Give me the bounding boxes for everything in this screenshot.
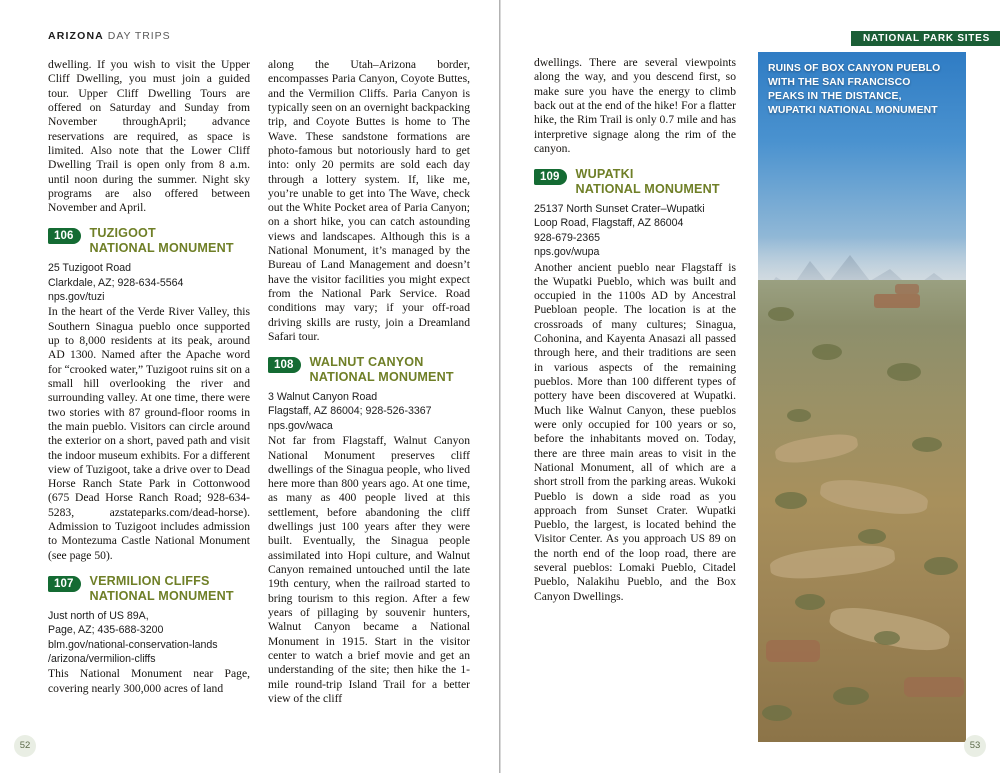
poi-number-badge: 106	[48, 228, 81, 244]
page-number-left: 52	[14, 735, 36, 757]
poi-description: In the heart of the Verde River Valley, this Southern Sinagua pueblo once supported up to 8,000 residents at its peak, around AD 1300. Named after the Apache word for “crooked water,” Tuzigoot ruins sit on a small hill overlooking the river and surrounding valley. At one time, there were two stories with 87 ground-floor rooms in the main pueblo. Visitors can circle around the exterior on a short, paved path and visit the indoor museum exhibits. For a different view of Tuzigoot, take a drive over to Dead Horse Ranch State Park in Cottonwood (675 Dead Horse Ranch Road; 928-634-5283, azstateparks.com/dead-horse). Admission to Tuzigoot includes admission to Montezuma Castle National Monument (see page 50).	[48, 305, 250, 562]
poi-number-badge: 107	[48, 576, 81, 592]
poi-entry-109	[534, 167, 736, 604]
poi-title	[90, 226, 234, 256]
poi-title-line-2: NATIONAL MONUMENT	[575, 182, 720, 197]
poi-city-phone-line: Flagstaff, AZ 86004; 928-526-3367	[268, 405, 432, 418]
photo-trail	[769, 541, 896, 582]
poi-entry-107	[48, 574, 250, 696]
page-number-right: 53	[964, 735, 986, 757]
photo-shrub	[858, 529, 886, 544]
photo-shrub	[812, 344, 842, 360]
running-head-light: DAY TRIPS	[107, 30, 171, 42]
poi-contact-info	[268, 390, 470, 433]
poi-number-badge: 108	[268, 357, 301, 373]
poi-title	[310, 355, 454, 385]
poi-phone-line: 928-679-2365	[534, 231, 600, 244]
photo-rock-outcrop	[904, 677, 964, 697]
poi-title-line-1: WALNUT CANYON	[309, 355, 424, 370]
continued-paragraph: dwellings. There are several viewpoints along the way, and you descend first, so make sure you have the energy to climb back out at the end of the hike! For a flatter hike, the Rim Trail is only 0.7 mile and has interpretive signage along the rim of the canyon.	[534, 56, 736, 155]
photo-pueblo-ruins	[895, 284, 919, 294]
photo-rock-outcrop	[766, 640, 820, 662]
left-column-2	[268, 58, 470, 758]
photo-shrub	[795, 594, 825, 610]
running-head	[48, 30, 460, 42]
poi-header	[48, 226, 250, 256]
photo-box-canyon-pueblo	[758, 52, 966, 742]
photo-shrub	[787, 409, 811, 422]
poi-description: Another ancient pueblo near Flagstaff is the Wupatki Pueblo, which was built and occupied in the 1100s AD by Ancestral Puebloan people. The location is at the crossroads of many cultures; Sinagua, Cohonina, and Kayenta Anasazi all passed through here, and their traditions are seen in various aspects of the remaining pueblos. More than 100 different types of pottery have been discovered at Wupatki. Much like Walnut Canyon, these pueblos were only occupied for 100 years or so, before the inhabitants moved on. Today, there are three main areas to visit in the National Monument, all of which are a short stroll from the parking areas. Wukoki Pueblo is down a side road as you approach from Sunset Crater. Wupatki Pueblo, the largest, is located behind the Visitor Center. As you approach US 89 on the north end of the loop road, there are several pueblos: Lomaki Pueblo, Citadel Pueblo, Nalakihu Pueblo, and the Box Canyon Dwellings.	[534, 260, 736, 603]
right-column-1	[534, 56, 736, 604]
poi-header	[534, 167, 736, 197]
poi-title-line-2: NATIONAL MONUMENT	[309, 370, 454, 385]
photo-trail	[819, 476, 930, 519]
poi-title-line-1: TUZIGOOT	[89, 226, 156, 241]
photo-pueblo-ruins	[874, 294, 920, 308]
running-head-strong: ARIZONA	[48, 30, 104, 42]
photo-shrub	[768, 307, 794, 321]
section-tab: NATIONAL PARK SITES	[851, 31, 1000, 46]
poi-contact-info	[48, 261, 250, 304]
photo-shrub	[775, 492, 807, 509]
left-column-1	[48, 58, 250, 758]
left-page-columns	[48, 58, 470, 758]
poi-entry-108	[268, 355, 470, 706]
poi-website-link[interactable]: nps.gov/tuzi	[48, 290, 105, 303]
photo-desert-ground	[758, 280, 966, 742]
poi-title-line-1: VERMILION CLIFFS	[89, 574, 210, 588]
poi-website-link[interactable]: nps.gov/wupa	[534, 246, 600, 259]
right-page	[500, 0, 1000, 773]
poi-address-line-2: Loop Road, Flagstaff, AZ 86004	[534, 217, 684, 230]
poi-title-line-1: WUPATKI	[575, 167, 634, 182]
poi-address-line: Just north of US 89A,	[48, 609, 149, 622]
poi-city-phone-line: Clarkdale, AZ; 928-634-5564	[48, 276, 184, 289]
poi-title-line-2: NATIONAL MONUMENT	[89, 241, 234, 256]
poi-address-line: 3 Walnut Canyon Road	[268, 390, 378, 403]
poi-city-phone-line: Page, AZ; 435-688-3200	[48, 624, 164, 637]
photo-shrub	[924, 557, 958, 575]
poi-contact-info	[48, 609, 250, 667]
poi-website-link[interactable]: nps.gov/waca	[268, 419, 333, 432]
poi-number-badge: 109	[534, 169, 567, 185]
photo-shrub	[912, 437, 942, 452]
photo-trail	[773, 430, 859, 466]
photo-shrub	[833, 687, 869, 705]
poi-address-line: 25 Tuzigoot Road	[48, 262, 132, 275]
continued-paragraph: along the Utah–Arizona border, encompasses Paria Canyon, Coyote Buttes, and the Vermilion Cliffs. Paria Canyon is typically seen on an overnight backpacking trip, and Coyote Buttes is home to The Wave. These sandstone formations are photo-famous but notoriously hard to get into: only 20 permits are sold each day through a lottery system. If, like me, you’re unable to get into The Wave, check out the White Pocket area of Paria Canyon; on a short hike, you can catch astounding views and landscapes. Although this is a National Monument, it’s managed by the Bureau of Land Management and doesn’t have the visitor facilities you might expect from the National Park Service. Road conditions may vary; if your off-road driving skills are rusty, join a Dreamland Safari tour.	[268, 58, 470, 343]
photo-caption: RUINS OF BOX CANYON PUEBLO WITH THE SAN FRANCISCO PEAKS IN THE DISTANCE, WUPATKI NATIONAL MONUMENT	[768, 63, 941, 116]
poi-website-link[interactable]: blm.gov/national-conservation-lands	[48, 638, 218, 651]
poi-description: Not far from Flagstaff, Walnut Canyon National Monument preserves cliff dwellings of the Sinagua people, who lived here more than 800 years ago. At one time, as many as 400 people lived at this settlement, before abandoning the cliff dwellings just 100 years after they were built. Eventually, the Sinagua people assimilated into Hopi culture, and Walnut Canyon remained untouched until the late 19th century, when the railroad started to bring tourism to this region. After a few years of pillaging by souvenir hunters, Walnut Canyon became a National Monument in 1915. Start in the visitor center to watch a brief movie and get an understanding of the site; then hike the 1-mile round-trip Island Trail for a better view of the cliff	[268, 434, 470, 705]
poi-title-line-2: NATIONAL MONUMENT	[89, 588, 234, 603]
poi-header	[48, 574, 250, 604]
poi-header	[268, 355, 470, 385]
poi-contact-info	[534, 202, 736, 260]
poi-website-link-continued[interactable]: /arizona/vermilion-cliffs	[48, 652, 156, 665]
continued-paragraph: dwelling. If you wish to visit the Upper Cliff Dwelling, you must join a guided tour. Upper Cliff Dwelling Tours are offered on Saturday and Sunday from November throughApril; advance reservations are required, as space is limited. Also note that the Lower Cliff Dwelling Trail is open only from 8 a.m. until noon during the summer. Night sky programs are also offered between November and April.	[48, 58, 250, 215]
photo-shrub	[762, 705, 792, 721]
poi-title	[90, 574, 234, 604]
photo-shrub	[887, 363, 921, 381]
poi-entry-106	[48, 226, 250, 563]
photo-trail	[827, 601, 952, 656]
poi-description: This National Monument near Page, covering nearly 300,000 acres of land	[48, 667, 250, 695]
poi-title	[576, 167, 720, 197]
poi-address-line: 25137 North Sunset Crater–Wupatki	[534, 202, 705, 215]
